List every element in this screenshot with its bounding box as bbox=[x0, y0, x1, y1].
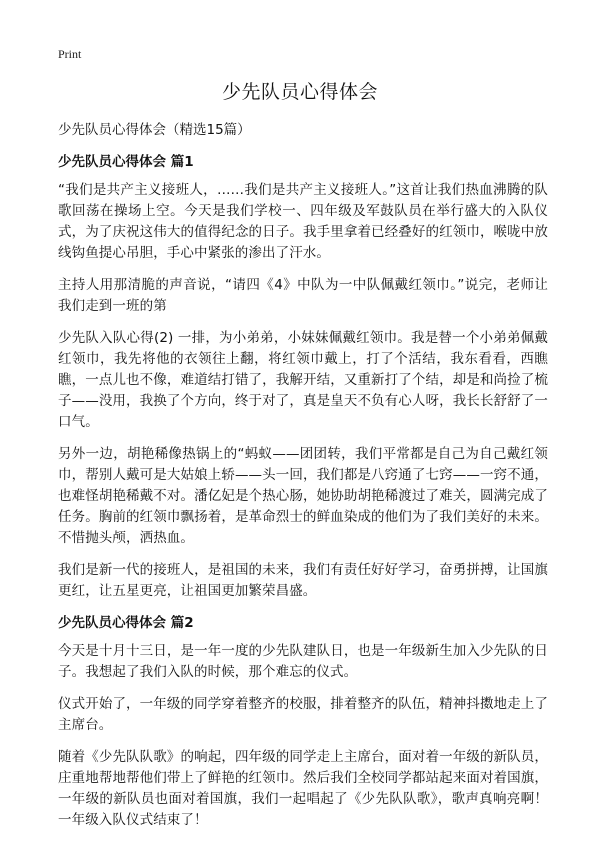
paragraph: “我们是共产主义接班人，……我们是共产主义接班人。”这首让我们热血沸腾的队歌回荡在操场上空。今天是我们学校一、四年级及军鼓队员在举行盛大的入队仪式，为了庆祝这伟大的值得纪念的日子。我手里拿着已经叠好的红领巾，喉咙中放线钩鱼提心吊胆，手心中紧张的渗出了汗水。 bbox=[58, 182, 548, 261]
page-title: 少先队员心得体会 bbox=[221, 81, 378, 103]
document-subtitle: 少先队员心得体会（精选15篇） bbox=[58, 122, 251, 138]
print-link[interactable]: Print bbox=[58, 47, 82, 61]
section-heading-2: 少先队员心得体会 篇2 bbox=[58, 615, 194, 631]
section-heading-1: 少先队员心得体会 篇1 bbox=[58, 154, 194, 170]
paragraph: 今天是十月十三日，是一年一度的少先队建队日，也是一年级新生加入少先队的日子。我想起了我们入队的时候，那个难忘的仪式。 bbox=[58, 643, 548, 680]
paragraph: 主持人用那清脆的声音说，“请四《4》中队为一中队佩戴红领巾。”说完，老师让我们走到一班的第 bbox=[58, 277, 548, 314]
paragraph: 仪式开始了，一年级的同学穿着整齐的校服，排着整齐的队伍，精神抖擞地走上了主席台。 bbox=[58, 696, 548, 733]
paragraph: 随着《少先队队歌》的响起，四年级的同学走上主席台，面对着一年级的新队员，庄重地帮地帮他们带上了鲜艳的红领巾。然后我们全校同学都站起来面对着国旗，一年级的新队员也面对着国旗，我们一起唱起了《少先队队歌》，歌声真响亮啊！一年级入队仪式结束了！ bbox=[58, 749, 548, 828]
paragraph: 另外一边，胡艳稀像热锅上的“蚂蚁——团团转，我们平常都是自己为自己戴红领巾，帮别人戴可是大姑娘上轿——头一回，我们都是八窍通了七窍——一窍不通，也难怪胡艳稀戴不对。潘亿妃是个热心肠，她协助胡艳稀渡过了难关，圆满完成了任务。胸前的红领巾飘扬着，是革命烈士的鲜血染成的他们为了我们美好的未来。不惜抛头颅，洒热血。 bbox=[58, 446, 548, 546]
document-body bbox=[58, 120, 548, 842]
paragraph: 我们是新一代的接班人，是祖国的未来，我们有责任好好学习，奋勇拼搏，让国旗更红，让五星更亮，让祖国更加繁荣昌盛。 bbox=[58, 562, 548, 599]
paragraph: 少先队入队心得(2) 一排，为小弟弟，小妹妹佩戴红领巾。我是替一个小弟弟佩戴红领巾，我先将他的衣领往上翻，将红领巾戴上，打了个活结，我东看看，西瞧瞧，一点儿也不像，难道结打错了，我解开结，又重新打了个结，却是和尚捡了梳子——没用，我换了个方向，终于对了，真是皇天不负有心人呀，我长长舒舒了一口气。 bbox=[58, 330, 548, 430]
